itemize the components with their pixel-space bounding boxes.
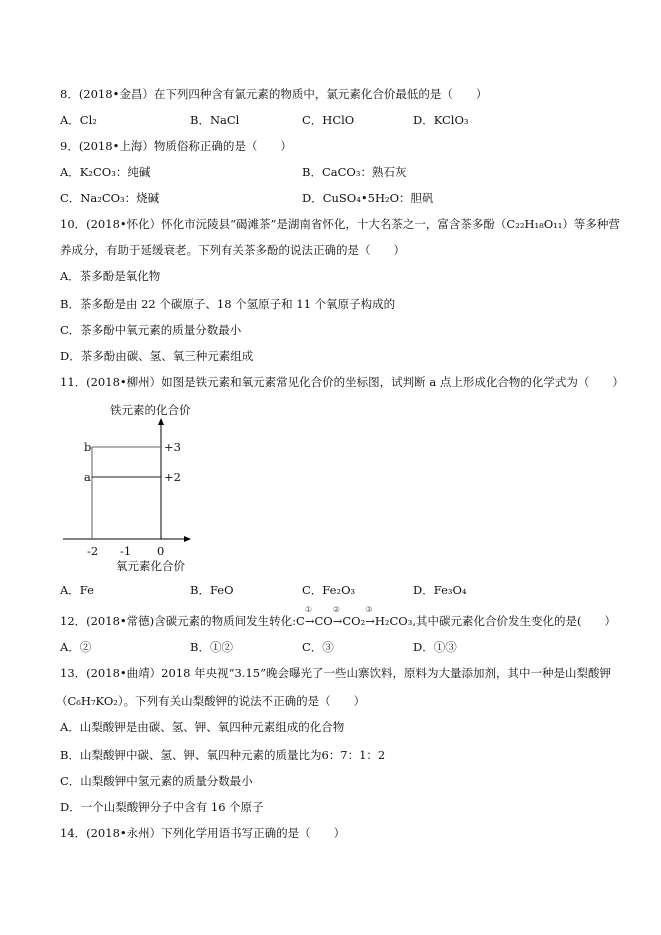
y-tick-label: +3 xyxy=(164,440,181,454)
reaction-arrow xyxy=(304,605,315,629)
option-a: A．茶多酚是氧化物 xyxy=(60,269,161,283)
chem-formula: CO xyxy=(314,614,333,628)
option-d: D．一个山梨酸钾分子中含有 16 个原子 xyxy=(60,800,264,814)
question-stem: 9．(2018•上海）物质俗称正确的是（ ） xyxy=(60,139,292,153)
option-b: B．NaCl xyxy=(190,113,240,127)
option-a: A．山梨酸钾是由碳、氢、钾、氧四种元素组成的化合物 xyxy=(60,720,345,734)
chem-formula: H₂CO₃ xyxy=(374,614,413,628)
point-label-a: a xyxy=(84,470,91,484)
option-c: C．Fe₂O₃ xyxy=(302,583,356,597)
step-number: ③ xyxy=(365,605,373,614)
option-d: D．CuSO₄•5H₂O：胆矾 xyxy=(302,191,434,205)
arrow-glyph: → xyxy=(365,614,375,628)
stem-text: 12．(2018•常德)含碳元素的物质间发生转化: xyxy=(60,614,297,628)
option-c: C．山梨酸钾中氢元素的质量分数最小 xyxy=(60,774,253,788)
option-a: A．② xyxy=(60,640,92,654)
stem-text: ,其中碳元素化合价发生变化的是( ） xyxy=(412,614,616,628)
option-a: A．Fe xyxy=(60,583,94,597)
option-b: B．FeO xyxy=(190,583,234,597)
option-b: B．茶多酚是由 22 个碳原子、18 个氢原子和 11 个氧原子构成的 xyxy=(60,297,396,311)
x-axis-label: 氧元素化合价 xyxy=(116,559,185,573)
y-tick-label: +2 xyxy=(164,470,181,484)
point-label-b: b xyxy=(84,440,92,454)
question-stem: 10．(2018•怀化）怀化市沅陵县“碣滩茶”是湖南省怀化，十大名茶之一，富含茶多酚（C₂₂H₁₈O₁₁）等多种营 xyxy=(60,217,620,231)
option-c: C．Na₂CO₃：烧碱 xyxy=(60,191,160,205)
option-b: B．山梨酸钾中碳、氢、钾、氧四种元素的质量比为6：7：1：2 xyxy=(60,748,386,762)
option-c: C．茶多酚中氧元素的质量分数最小 xyxy=(60,323,242,337)
question-stem xyxy=(60,605,616,629)
step-number: ① xyxy=(304,605,313,614)
x-tick-label: -2 xyxy=(87,544,99,558)
question-stem-cont: 养成分，有助于延缓衰老。下列有关茶多酚的说法正确的是（ ） xyxy=(60,243,405,257)
step-number: ② xyxy=(332,605,340,614)
chem-formula: C xyxy=(296,614,305,628)
question-stem: 14．(2018•永州）下列化学用语书写正确的是（ ） xyxy=(60,826,346,840)
y-axis-label: 铁元素的化合价 xyxy=(110,403,191,417)
question-stem: 8．(2018•金昌）在下列四种含有氯元素的物质中，氯元素化合价最低的是（ ） xyxy=(60,87,488,101)
option-c: C．③ xyxy=(302,640,334,654)
option-a: A．Cl₂ xyxy=(60,113,97,127)
question-stem-cont: （C₆H₇KO₂）。下列有关山梨酸钾的说法不正确的是（ ） xyxy=(56,694,366,708)
reaction-arrow xyxy=(365,605,375,629)
x-tick-label: 0 xyxy=(157,544,165,558)
option-d: D．Fe₃O₄ xyxy=(413,583,467,597)
arrow-glyph: → xyxy=(332,614,343,628)
reaction-arrow xyxy=(332,605,343,629)
question-stem: 13．(2018•曲靖）2018 年央视“3.15”晚会曝光了一些山寨饮料，原料为大量添加剂，其中一种是山梨酸钾 xyxy=(60,666,611,680)
option-c: C．HClO xyxy=(302,113,355,127)
option-d: D．茶多酚由碳、氢、氧三种元素组成 xyxy=(60,349,254,363)
option-b: B．CaCO₃：熟石灰 xyxy=(302,165,407,179)
option-d: D．①③ xyxy=(413,640,457,654)
chem-formula: CO₂ xyxy=(342,614,366,628)
x-tick-label: -1 xyxy=(120,544,132,558)
option-a: A．K₂CO₃：纯碱 xyxy=(60,165,151,179)
arrow-glyph: → xyxy=(304,614,315,628)
question-stem: 11．(2018•柳州）如图是铁元素和氧元素常见化合价的坐标图，试判断 a 点上形成化合物的化学式为（ ） xyxy=(60,375,624,389)
option-d: D．KClO₃ xyxy=(413,113,469,127)
option-b: B．①② xyxy=(190,640,233,654)
